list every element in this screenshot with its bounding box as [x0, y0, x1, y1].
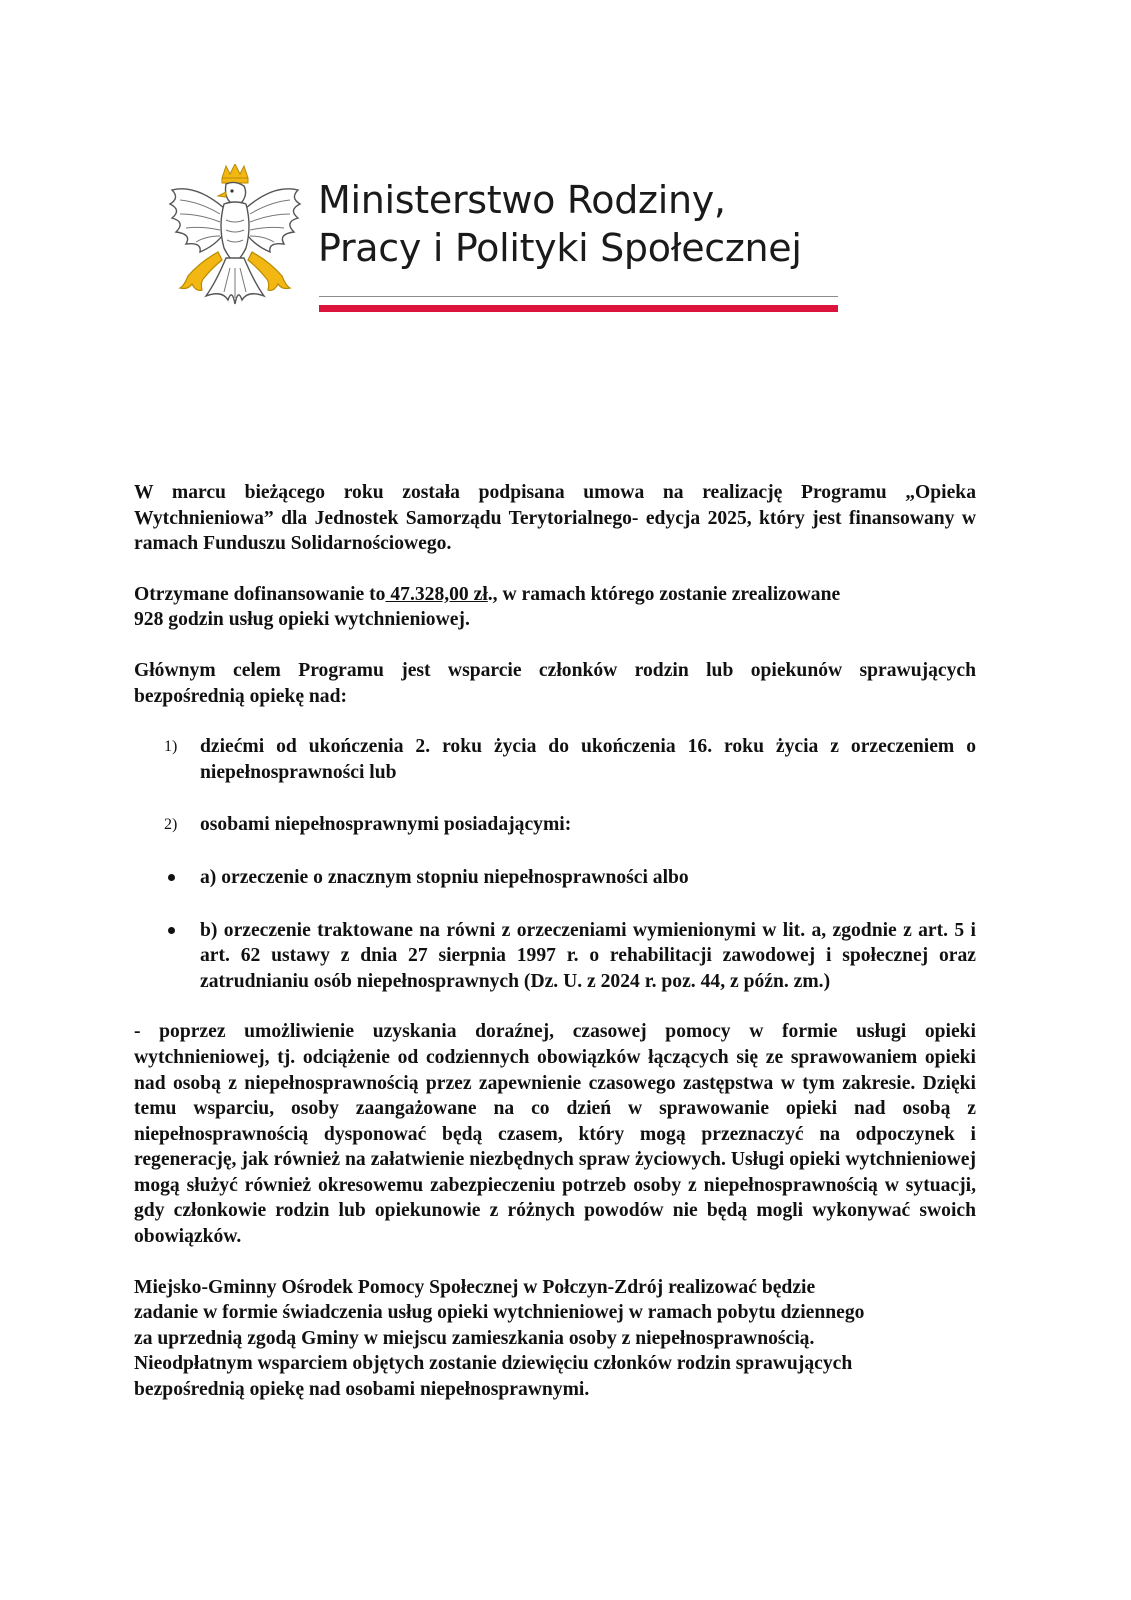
bullet-text: a) orzeczenie o znacznym stopniu niepełnosprawności albo	[200, 866, 689, 888]
document-body	[134, 480, 976, 1403]
funding-suffix: ., w ramach którego zostanie zrealizowane	[487, 583, 841, 605]
list-item-text: dziećmi od ukończenia 2. roku życia do ukończenia 16. roku życia z orzeczeniem o niepełnosprawności lub	[200, 736, 976, 783]
list-marker: 1)	[164, 738, 178, 756]
header-gray-rule	[319, 296, 838, 297]
list-item-text: osobami niepełnosprawnymi posiadającymi:	[200, 814, 572, 836]
funding-hours: 928 godzin usług opieki wytchnieniowej.	[134, 609, 470, 631]
closing-line: bezpośrednią opiekę nad osobami niepełnosprawnymi.	[134, 1379, 590, 1401]
bullet-item	[134, 865, 976, 891]
list-item	[134, 734, 976, 785]
closing-paragraph	[134, 1275, 976, 1403]
closing-line: zadanie w formie świadczenia usług opieki wytchnieniowej w ramach pobytu dziennego	[134, 1302, 865, 1324]
funding-paragraph	[134, 582, 976, 633]
funding-prefix: Otrzymane dofinansowanie to	[134, 583, 386, 605]
ministry-title-line2: Pracy i Polityki Społecznej	[318, 226, 802, 270]
bullet-icon	[168, 927, 175, 934]
closing-line: za uprzednią zgodą Gminy w miejscu zamieszkania osoby z niepełnosprawnością.	[134, 1327, 815, 1349]
funding-amount: 47.328,00 zł	[385, 583, 488, 605]
goal-paragraph: Głównym celem Programu jest wsparcie członków rodzin lub opiekunów sprawujących bezpośrednią opiekę nad:	[134, 659, 976, 707]
closing-line: Nieodpłatnym wsparciem objętych zostanie dziewięciu członków rodzin sprawujących	[134, 1353, 853, 1375]
intro-paragraph: W marcu bieżącego roku została podpisana umowa na realizację Programu „Opieka Wytchnieniowa” dla Jednostek Samorządu Terytorialnego- edycja 2025, który jest finansowany w ramach Funduszu Solidarnościowego.	[134, 482, 976, 555]
list-marker: 2)	[164, 816, 178, 834]
header-red-rule	[319, 305, 838, 312]
bullet-icon	[168, 874, 175, 881]
list-item	[134, 812, 976, 838]
bullet-text: b) orzeczenie traktowane na równi z orzeczeniami wymienionymi w lit. a, zgodnie z art. 5 i art. 62 ustawy z dnia 27 sierpnia 1997 r. o rehabilitacji zawodowej i społecznej oraz zatrudnianiu osób niepełnosprawnych (Dz. U. z 2024 r. poz. 44, z późn. zm.)	[200, 919, 976, 992]
polish-eagle-emblem-icon	[166, 164, 304, 314]
bullet-item	[134, 918, 976, 995]
ministry-title-line1: Ministerstwo Rodziny,	[318, 178, 726, 222]
closing-line: Miejsko-Gminny Ośrodek Pomocy Społecznej w Połczyn-Zdrój realizować będzie	[134, 1276, 816, 1298]
ministry-title	[318, 176, 802, 272]
method-paragraph: - poprzez umożliwienie uzyskania doraźnej, czasowej pomocy w formie usługi opieki wytchnieniowej, tj. odciążenie od codziennych obowiązków łączących się ze sprawowaniem opieki nad osobą z niepełnosprawnością przez zapewnienie czasowego zastępstwa w tym zakresie. Dzięki temu wsparciu, osoby zaangażowane na co dzień w sprawowanie opieki nad osobą z niepełnosprawnością dysponować będą czasem, który mogą przeznaczyć na odpoczynek i regenerację, jak również na załatwienie niezbędnych spraw życiowych. Usługi opieki wytchnieniowej mogą służyć również okresowemu zabezpieczeniu potrzeb osoby z niepełnosprawnością w sytuacji, gdy członkowie rodzin lub opiekunowie z różnych powodów nie będą mogli wykonywać swoich obowiązków.	[134, 1021, 976, 1248]
